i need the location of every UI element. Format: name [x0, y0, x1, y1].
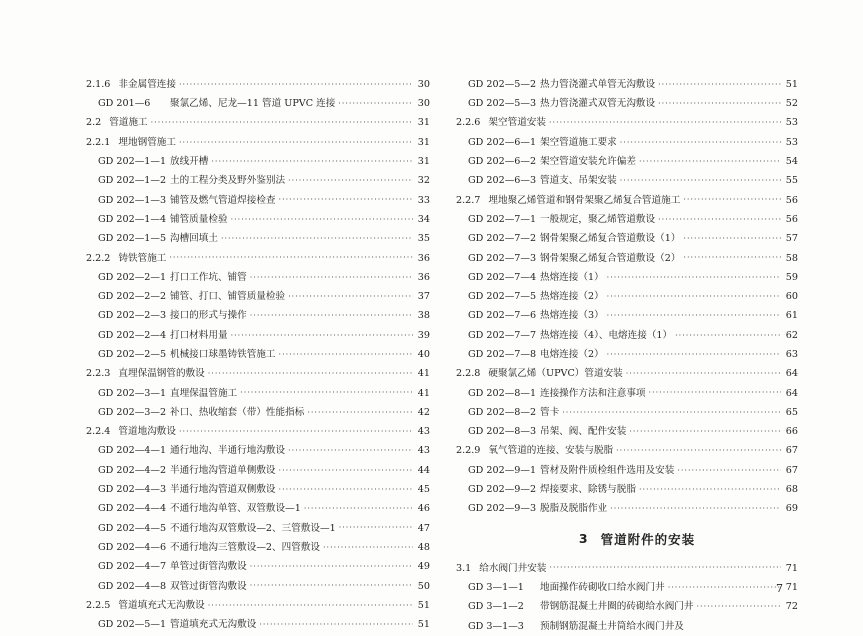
- toc-leader-dots: [279, 351, 413, 359]
- toc-entry-title: 预制钢筋混凝土井筒给水阀门井及: [540, 620, 684, 632]
- toc-right-top: [456, 75, 798, 519]
- toc-entry[interactable]: [456, 597, 798, 616]
- toc-entry-page: 51: [417, 599, 430, 611]
- toc-entry[interactable]: [86, 229, 430, 248]
- toc-leader-dots: [620, 177, 781, 185]
- toc-entry[interactable]: [456, 578, 798, 597]
- toc-entry[interactable]: [86, 364, 430, 383]
- toc-entry-title: 半通行地沟管道单侧敷设: [170, 464, 276, 476]
- toc-entry-title: 电熔连接（2）: [540, 349, 604, 360]
- toc-leader-dots: [607, 274, 781, 282]
- toc-entry-page: 41: [417, 368, 430, 380]
- toc-leader-dots: [279, 467, 413, 475]
- toc-entry-title: 地面操作砖砌收口给水阀门井: [540, 581, 665, 593]
- toc-entry-code: 2.2.7: [456, 194, 481, 206]
- toc-entry[interactable]: [86, 249, 430, 268]
- toc-leader-dots: [338, 100, 413, 108]
- toc-entry-page: 59: [785, 271, 798, 283]
- toc-entry-title: 管道施工: [109, 117, 148, 129]
- toc-entry-code: GD 3—1—3: [468, 620, 524, 632]
- toc-leader-dots: [629, 428, 781, 436]
- toc-leader-dots: [549, 119, 781, 127]
- toc-entry[interactable]: [86, 403, 430, 422]
- toc-entry-title: 架空管道安装: [488, 117, 546, 129]
- toc-entry-title: 不通行地沟三管敷设—2、四管敷设: [170, 541, 321, 553]
- toc-entry[interactable]: [86, 442, 430, 461]
- page-number: 7: [776, 582, 783, 595]
- toc-entry-page: 51: [417, 619, 430, 631]
- toc-entry-title: 管卡: [540, 406, 560, 418]
- toc-right-bottom: [456, 559, 798, 636]
- toc-entry-title: 热熔连接（1）: [540, 271, 604, 283]
- toc-leader-dots: [279, 196, 413, 204]
- toc-leader-dots: [677, 467, 781, 475]
- toc-entry[interactable]: [86, 577, 430, 596]
- toc-entry-page: 43: [417, 445, 430, 457]
- toc-entry-title: 氧气管道的连接、安装与脱脂: [488, 445, 614, 457]
- toc-leader-dots: [208, 370, 413, 378]
- toc-entry-code: GD 202—7—1: [468, 213, 537, 225]
- toc-left-column: [86, 75, 430, 635]
- toc-entry[interactable]: [86, 326, 430, 345]
- toc-entry-code: GD 202—6—2: [468, 156, 537, 168]
- toc-entry[interactable]: [456, 559, 798, 578]
- toc-entry[interactable]: [456, 345, 798, 364]
- toc-entry[interactable]: [86, 94, 430, 113]
- toc-entry-title: 热熔连接（3）: [540, 310, 604, 322]
- toc-entry-code: GD 202—2—3: [98, 310, 167, 322]
- toc-entry[interactable]: [456, 384, 798, 403]
- toc-entry[interactable]: [456, 422, 798, 441]
- toc-entry-page: 46: [417, 503, 430, 515]
- toc-entry-page: 32: [417, 175, 430, 187]
- toc-entry-title: 聚氯乙烯、尼龙—11 管道 UPVC 连接: [170, 98, 336, 110]
- toc-entry[interactable]: [86, 75, 430, 94]
- toc-entry-title: 管道支、吊架安装: [540, 175, 617, 187]
- toc-entry-title: 非金属管连接: [118, 78, 176, 90]
- toc-entry-page: 35: [417, 233, 430, 245]
- toc-entry[interactable]: [86, 133, 430, 152]
- toc-entry[interactable]: [456, 326, 798, 345]
- toc-leader-dots: [231, 216, 413, 224]
- toc-leader-dots: [658, 216, 781, 224]
- toc-entry-page: 68: [785, 484, 798, 496]
- toc-entry-title: 直埋保温钢管的敷设: [118, 368, 205, 380]
- toc-leader-dots: [323, 544, 413, 552]
- toc-entry-title: 不通行地沟单管、双管敷设—1: [170, 503, 301, 515]
- toc-entry[interactable]: [456, 461, 798, 480]
- toc-entry[interactable]: [456, 191, 798, 210]
- toc-entry-code: 2.2: [86, 117, 102, 129]
- toc-entry-title: 焊接要求、除锈与脱脂: [540, 484, 636, 496]
- toc-leader-dots: [288, 177, 413, 185]
- toc-entry-code: 2.2.3: [86, 368, 111, 380]
- toc-entry-page: 60: [785, 291, 798, 303]
- toc-entry-code: GD 202—9—2: [468, 484, 537, 496]
- toc-entry-page: 67: [785, 464, 798, 476]
- toc-leader-dots: [616, 447, 781, 455]
- toc-entry-code: GD 202—4—3: [98, 484, 167, 496]
- toc-entry-title: 打口工作坑、铺管: [170, 271, 247, 283]
- toc-entry-page: 71: [785, 581, 798, 593]
- toc-entry-page: 64: [785, 368, 798, 380]
- toc-leader-dots: [208, 602, 413, 610]
- toc-entry[interactable]: [456, 75, 798, 94]
- toc-entry-code: GD 202—7—6: [468, 310, 537, 322]
- toc-entry-page: 49: [417, 561, 430, 573]
- toc-entry-page: 33: [417, 194, 430, 206]
- toc-entry[interactable]: [456, 210, 798, 229]
- toc-entry-code: GD 202—4—2: [98, 464, 167, 476]
- toc-entry-title: 给水阀门井安装: [479, 562, 547, 574]
- toc-entry-code: GD 201—6: [98, 98, 151, 110]
- toc-entry-page: 36: [417, 252, 430, 264]
- toc-entry-title: 铺管质量检验: [170, 213, 228, 225]
- toc-entry-code: GD 202—9—3: [468, 503, 537, 515]
- toc-entry-page: 50: [417, 580, 430, 592]
- toc-entry-code: 2.1.6: [86, 78, 111, 90]
- toc-entry[interactable]: [86, 461, 430, 480]
- toc-entry-title: 硬聚氯乙烯（UPVC）管道安装: [488, 368, 623, 380]
- toc-entry-code: GD 202—1—3: [98, 194, 167, 206]
- toc-entry-page: 45: [417, 484, 430, 496]
- toc-entry-page: 58: [785, 252, 798, 264]
- toc-entry-page: 43: [417, 426, 430, 438]
- toc-entry[interactable]: [456, 442, 798, 461]
- toc-leader-dots: [250, 563, 413, 571]
- toc-entry[interactable]: [456, 171, 798, 190]
- toc-leader-dots: [610, 505, 781, 513]
- toc-entry-page: 63: [785, 349, 798, 360]
- toc-entry-code: GD 202—4—7: [98, 561, 167, 573]
- toc-entry-title: 钢骨架聚乙烯复合管道敷设（1）: [540, 233, 681, 245]
- toc-entry[interactable]: [456, 403, 798, 422]
- toc-entry[interactable]: [86, 480, 430, 499]
- toc-entry[interactable]: [456, 229, 798, 248]
- toc-leader-dots: [683, 196, 781, 204]
- toc-leader-dots: [626, 370, 781, 378]
- toc-entry-page: 53: [785, 117, 798, 129]
- toc-entry-page: 71: [785, 562, 798, 574]
- toc-entry-title: 放线开槽: [170, 156, 209, 168]
- toc-entry-page: 67: [785, 445, 798, 457]
- toc-entry-title: 铺管及燃气管道焊接检查: [170, 194, 276, 206]
- toc-entry-page: 52: [785, 98, 798, 110]
- toc-entry-title: 管材及附件质检组件选用及安装: [540, 464, 675, 476]
- toc-leader-dots: [250, 274, 413, 282]
- toc-entry-title: 半通行地沟管道双侧敷设: [170, 484, 276, 496]
- toc-entry-code: GD 202—5—2: [468, 78, 537, 90]
- chapter-heading: [456, 519, 798, 559]
- chapter-number: 3: [578, 531, 589, 547]
- toc-entry-code: GD 202—1—4: [98, 213, 167, 225]
- toc-entry-title: 带钢筋混凝土井圈的砖砌给水阀门井: [540, 601, 694, 613]
- toc-entry-code: GD 202—7—8: [468, 349, 537, 360]
- toc-entry-page: 56: [785, 213, 798, 225]
- toc-entry-page: 36: [417, 271, 430, 283]
- toc-entry[interactable]: [86, 345, 430, 364]
- toc-entry[interactable]: [86, 557, 430, 576]
- toc-entry-title: 沟槽回填土: [170, 233, 218, 245]
- toc-entry-page: 31: [417, 136, 430, 148]
- toc-entry-code: GD 202—1—1: [98, 156, 167, 168]
- toc-entry-page: 72: [785, 601, 798, 613]
- chapter-title: 管道附件的安装: [600, 531, 696, 547]
- toc-entry-code: GD 202—2—4: [98, 329, 167, 341]
- toc-entry[interactable]: [86, 307, 430, 326]
- toc-entry-page: 51: [785, 78, 798, 90]
- toc-entry-code: GD 202—4—4: [98, 503, 167, 515]
- toc-entry-code: GD 202—5—3: [468, 98, 537, 110]
- toc-entry-code: GD 202—7—7: [468, 329, 537, 341]
- toc-entry-code: 2.2.4: [86, 426, 111, 438]
- toc-leader-dots: [697, 603, 782, 611]
- toc-entry[interactable]: [456, 364, 798, 383]
- toc-leader-dots: [211, 158, 413, 166]
- toc-entry-title: 钢骨架聚乙烯复合管道敷设（2）: [540, 252, 681, 264]
- toc-entry-code: GD 202—1—5: [98, 233, 167, 245]
- toc-entry-page: 55: [785, 175, 798, 187]
- toc-leader-dots: [179, 428, 413, 436]
- toc-entry-page: 66: [785, 426, 798, 438]
- toc-entry-title: 埋地聚乙烯管道和钢骨架聚乙烯复合管道施工: [488, 194, 681, 206]
- toc-entry-code: 2.2.2: [86, 252, 111, 264]
- toc-leader-dots: [668, 584, 781, 592]
- toc-leader-dots: [288, 293, 413, 301]
- toc-entry[interactable]: [456, 480, 798, 499]
- toc-entry-code: GD 3—1—1: [468, 581, 524, 593]
- toc-entry-title: 铺管、打口、铺管质量检验: [170, 291, 286, 303]
- toc-entry[interactable]: [86, 538, 430, 557]
- toc-leader-dots: [549, 564, 781, 572]
- toc-leader-dots: [151, 119, 413, 127]
- toc-leader-dots: [683, 235, 781, 243]
- toc-entry-page: 56: [785, 194, 798, 206]
- toc-entry-code: 2.2.6: [456, 117, 481, 129]
- toc-entry-page: 41: [417, 387, 430, 399]
- toc-entry[interactable]: [86, 519, 430, 538]
- toc-entry-code: 2.2.8: [456, 368, 481, 380]
- toc-entry-code: GD 202—7—2: [468, 233, 537, 245]
- toc-entry-code: GD 202—2—2: [98, 291, 167, 303]
- toc-entry-page: 53: [785, 136, 798, 148]
- toc-entry-page: 30: [417, 98, 430, 110]
- toc-entry-code: GD 202—4—8: [98, 580, 167, 592]
- toc-entry-code: GD 202—4—5: [98, 522, 167, 534]
- toc-leader-dots: [179, 81, 413, 89]
- toc-entry[interactable]: [86, 114, 430, 133]
- toc-entry-title: 直埋保温管施工: [170, 387, 238, 399]
- toc-entry[interactable]: [86, 287, 430, 306]
- toc-entry[interactable]: [86, 152, 430, 171]
- toc-entry-title: 一般规定，聚乙烯管道敷设: [540, 213, 656, 225]
- toc-leader-dots: [339, 524, 413, 532]
- toc-entry-page: 30: [417, 78, 430, 90]
- toc-entry[interactable]: [86, 384, 430, 403]
- toc-leader-dots: [240, 389, 413, 397]
- toc-leader-dots: [259, 621, 413, 629]
- toc-entry-code: GD 202—2—1: [98, 271, 167, 283]
- toc-entry[interactable]: [86, 615, 430, 634]
- toc-entry-code: 2.2.1: [86, 136, 111, 148]
- toc-entry[interactable]: [456, 617, 798, 636]
- toc-entry[interactable]: [86, 171, 430, 190]
- toc-entry-code: 2.2.5: [86, 599, 111, 611]
- toc-entry-title: 热力管浇灌式双管无沟敷设: [540, 98, 656, 110]
- toc-entry[interactable]: [86, 500, 430, 519]
- toc-entry-code: GD 202—5—1: [98, 619, 167, 631]
- toc-entry-page: 57: [785, 233, 798, 245]
- toc-entry-title: 热力管浇灌式单管无沟敷设: [540, 78, 656, 90]
- toc-leader-dots: [607, 351, 781, 359]
- toc-entry-code: GD 202—6—1: [468, 136, 537, 148]
- toc-leader-dots: [562, 409, 781, 417]
- toc-entry-page: 38: [417, 310, 430, 322]
- toc-entry[interactable]: [456, 114, 798, 133]
- toc-entry-page: 62: [785, 329, 798, 341]
- toc-leader-dots: [639, 158, 781, 166]
- toc-entry[interactable]: [456, 287, 798, 306]
- toc-leader-dots: [607, 312, 781, 320]
- toc-entry-code: GD 202—3—2: [98, 406, 167, 418]
- toc-entry-title: 管道填充式无沟敷设: [170, 619, 257, 631]
- toc-entry-code: GD 202—7—5: [468, 291, 537, 303]
- toc-leader-dots: [607, 293, 781, 301]
- toc-leader-dots: [231, 332, 413, 340]
- toc-leader-dots: [279, 486, 413, 494]
- toc-entry-code: GD 202—2—5: [98, 349, 167, 360]
- toc-entry[interactable]: [456, 133, 798, 152]
- toc-leader-dots: [683, 254, 781, 262]
- toc-entry-code: GD 202—7—3: [468, 252, 537, 264]
- toc-entry-code: GD 202—8—1: [468, 387, 537, 399]
- toc-entry-title: 土的工程分类及野外鉴别法: [170, 175, 286, 187]
- toc-entry-page: 61: [785, 310, 798, 322]
- toc-entry-title: 管道地沟敷设: [118, 426, 176, 438]
- toc-entry-code: GD 202—8—3: [468, 426, 537, 438]
- toc-entry-page: 40: [417, 349, 430, 360]
- toc-entry-code: GD 202—1—2: [98, 175, 167, 187]
- toc-entry-page: 65: [785, 406, 798, 418]
- toc-entry-title: 连接操作方法和注意事项: [540, 387, 646, 399]
- toc-entry[interactable]: [456, 94, 798, 113]
- toc-entry-page: 69: [785, 503, 798, 515]
- toc-entry-code: GD 3—1—2: [468, 601, 524, 613]
- toc-entry-title: 脱脂及脱脂作业: [540, 503, 608, 515]
- toc-entry[interactable]: [86, 422, 430, 441]
- toc-entry-title: 管道填充式无沟敷设: [118, 599, 205, 611]
- toc-entry-title: 双管过街管沟敷设: [170, 580, 247, 592]
- toc-entry-code: GD 202—4—6: [98, 541, 167, 553]
- toc-entry-page: 64: [785, 387, 798, 399]
- toc-entry-title: 机械接口球墨铸铁管施工: [170, 349, 276, 360]
- toc-leader-dots: [169, 254, 413, 262]
- toc-entry-code: GD 202—3—1: [98, 387, 167, 399]
- toc-leader-dots: [250, 312, 413, 320]
- toc-leader-dots: [250, 582, 413, 590]
- toc-entry[interactable]: [456, 249, 798, 268]
- toc-entry-title: 吊架、阀、配件安装: [540, 426, 627, 438]
- toc-leader-dots: [304, 505, 413, 513]
- toc-entry-title: 补口、热收缩套（带）性能指标: [170, 406, 305, 418]
- toc-entry[interactable]: [86, 268, 430, 287]
- toc-entry-code: 3.1: [456, 562, 472, 574]
- toc-entry-code: GD 202—6—3: [468, 175, 537, 187]
- toc-leader-dots: [658, 81, 781, 89]
- toc-leader-dots: [307, 409, 413, 417]
- toc-entry-title: 热熔连接（2）: [540, 291, 604, 303]
- toc-entry[interactable]: [86, 210, 430, 229]
- toc-entry-code: GD 202—9—1: [468, 464, 537, 476]
- toc-entry-code: 2.2.9: [456, 445, 481, 457]
- toc-entry-code: GD 202—7—4: [468, 271, 537, 283]
- toc-entry-page: 34: [417, 213, 430, 225]
- toc-entry-title: 架空管道安装允许偏差: [540, 156, 636, 168]
- toc-entry-page: 44: [417, 464, 430, 476]
- toc-entry-title: 单管过街管沟敷设: [170, 561, 247, 573]
- toc-entry-title: 不通行地沟双管敷设—2、三管敷设—1: [170, 522, 336, 534]
- toc-leader-dots: [620, 139, 781, 147]
- toc-entry-page: 47: [417, 522, 430, 534]
- toc-entry-page: 37: [417, 291, 430, 303]
- toc-entry-page: 48: [417, 541, 430, 553]
- toc-entry-code: GD 202—4—1: [98, 445, 167, 457]
- toc-entry[interactable]: [456, 500, 798, 519]
- toc-entry-title: 通行地沟、半通行地沟敷设: [170, 445, 286, 457]
- toc-entry-page: 42: [417, 406, 430, 418]
- toc-entry-title: 接口的形式与操作: [170, 310, 247, 322]
- toc-leader-dots: [675, 332, 781, 340]
- toc-entry-title: 架空管道施工要求: [540, 136, 617, 148]
- toc-entry-page: 31: [417, 156, 430, 168]
- toc-entry-title: 热熔连接（4）、电熔连接（1）: [540, 329, 673, 341]
- toc-leader-dots: [649, 389, 781, 397]
- toc-entry-title: 打口材料用量: [170, 329, 228, 341]
- toc-leader-dots: [288, 447, 413, 455]
- toc-leader-dots: [639, 486, 781, 494]
- toc-entry-page: 54: [785, 156, 798, 168]
- toc-entry-code: GD 202—8—2: [468, 406, 537, 418]
- toc-entry[interactable]: [86, 596, 430, 615]
- toc-right-column: [456, 75, 798, 636]
- toc-entry-title: 铸铁管施工: [118, 252, 167, 264]
- toc-entry-title: 埋地钢管施工: [118, 136, 176, 148]
- toc-leader-dots: [658, 100, 781, 108]
- toc-entry-page: 39: [417, 329, 430, 341]
- toc-leader-dots: [179, 139, 413, 147]
- toc-entry[interactable]: [456, 307, 798, 326]
- toc-leader-dots: [221, 235, 413, 243]
- toc-entry[interactable]: [456, 152, 798, 171]
- toc-entry[interactable]: [456, 268, 798, 287]
- toc-entry-page: 31: [417, 117, 430, 129]
- toc-entry[interactable]: [86, 191, 430, 210]
